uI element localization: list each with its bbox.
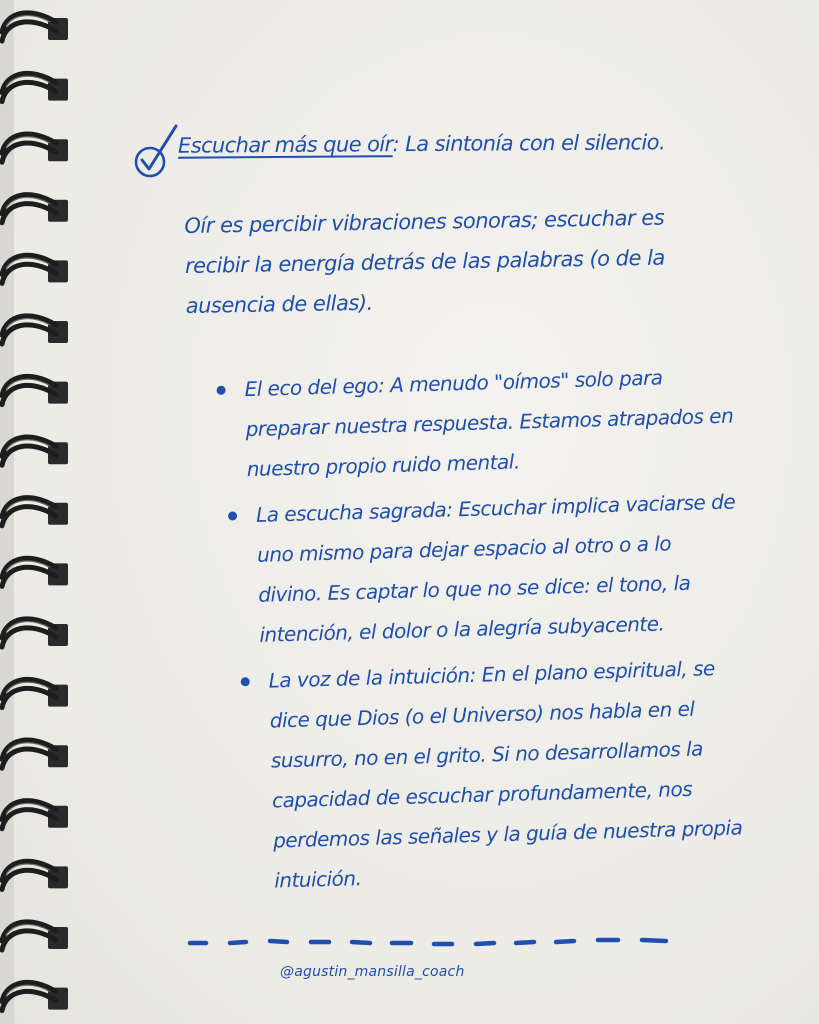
list-item [226, 481, 742, 655]
list-item [238, 647, 749, 901]
bullet-list [214, 355, 749, 907]
check-circle-icon [134, 122, 180, 184]
title-emphasis: Escuchar más que oír [177, 132, 393, 158]
spiral-binding [0, 0, 80, 1024]
list-item [214, 355, 737, 489]
bullet-dot [216, 386, 225, 395]
title-text [178, 130, 665, 157]
bullet-dot [228, 511, 237, 520]
bullet-text: La voz de la intuición: En el plano espiritual, se dice que Dios (o el Universo) nos habla en el susurro, no en el grito. Si no desarrollamos la capacidad de escuchar profundamente, nos perdemos las señales y la guía de nuestra propia intuición. [268, 656, 743, 893]
bullet-text: El eco del ego: A menudo "oímos" solo para preparar nuestra respuesta. Estamos atrapados en nuestro propio ruido mental. [244, 365, 734, 482]
title-rest: : La sintonía con el silencio. [392, 130, 666, 157]
dashed-divider [184, 930, 684, 954]
author-handle: @agustin_mansilla_coach [280, 964, 465, 980]
bullet-text: La escucha sagrada: Escuchar implica vaciarse de uno mismo para dejar espacio al otro o a lo divino. Es captar lo que no se dice: el tono, la intención, el dolor o la alegría subyacente. [255, 489, 736, 647]
section-title [134, 122, 754, 192]
intro-paragraph: Oír es percibir vibraciones sonoras; escuchar es recibir la energía detrás de las palabras (o de la ausencia de ellas). [184, 205, 666, 318]
bullet-dot [241, 677, 250, 686]
